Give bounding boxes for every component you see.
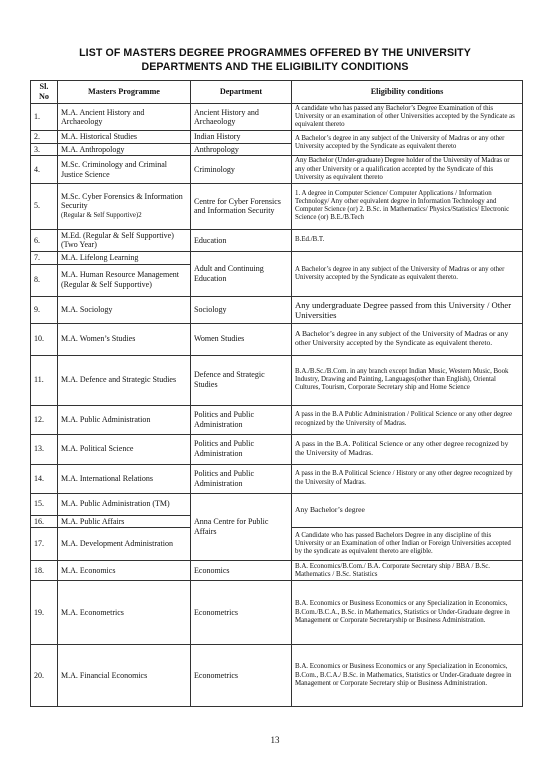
programme-mode-note: (Regular & Self Supportive)2 <box>61 212 142 220</box>
sl-cell: 6. <box>31 229 58 251</box>
programme-cell: M.A. Development Administration <box>58 528 191 561</box>
eligibility-cell: A Bachelor’s degree in any subject of the University of Madras or any other University accepted by the Syndicate as equivalent thereto. <box>292 323 523 355</box>
sl-cell: 1. <box>31 104 58 131</box>
table-row <box>31 156 523 183</box>
sl-cell: 8. <box>31 264 58 296</box>
department-cell: Criminology <box>191 156 292 183</box>
table-row <box>31 561 523 581</box>
department-cell: Sociology <box>191 296 292 323</box>
department-cell: Politics and Public Administration <box>191 434 292 464</box>
eligibility-cell: B.A. Economics/B.Com./ B.A. Corporate Secretary ship / BBA / B.Sc. Mathematics / B.Sc. Statistics <box>292 561 523 581</box>
eligibility-cell: A pass in the B.A. Political Science or any other degree recognized by the University of Madras. <box>292 434 523 464</box>
table-row <box>31 355 523 405</box>
table-row <box>31 645 523 707</box>
programme-cell: M.A. Human Resource Management (Regular & Self Supportive) <box>58 264 191 296</box>
eligibility-cell: B.Ed./B.T. <box>292 229 523 251</box>
table-row <box>31 323 523 355</box>
table-row <box>31 434 523 464</box>
eligibility-cell: A pass in the B.A Political Science / History or any other degree recognized by the University of Madras. <box>292 464 523 493</box>
programme-cell: M.A. Economics <box>58 561 191 581</box>
header-sl: Sl. No <box>31 81 58 104</box>
department-cell: Women Studies <box>191 323 292 355</box>
department-cell: Ancient History and Archaeology <box>191 104 292 131</box>
department-cell: Anna Centre for Public Affairs <box>191 493 292 561</box>
sl-cell: 3. <box>31 143 58 156</box>
programme-cell: M.A. Public Affairs <box>58 515 191 528</box>
sl-cell: 15. <box>31 493 58 515</box>
sl-cell: 14. <box>31 464 58 493</box>
sl-cell: 12. <box>31 405 58 434</box>
title-line-2: DEPARTMENTS AND THE ELIGIBILITY CONDITIONS <box>141 61 409 73</box>
programme-cell: M.A. Sociology <box>58 296 191 323</box>
department-cell: Adult and Continuing Education <box>191 251 292 296</box>
department-cell: Econometrics <box>191 581 292 645</box>
eligibility-cell: B.A./B.Sc./B.Com. in any branch except Indian Music, Western Music, Book Industry, Drawing and Painting, Languages(other than English), Oriental Cultures, Tourism, Corporate Secretary ship and Home Science <box>292 355 523 405</box>
eligibility-cell: A Candidate who has passed Bachelors Degree in any discipline of this University or an Examination of other Indian or Foreign Universities accepted by the syndicate as equivalent thereto are eligible. <box>292 528 523 561</box>
programme-cell: M.A. Public Administration (TM) <box>58 493 191 515</box>
table-header-row <box>31 81 523 104</box>
programme-cell: M.A. Women’s Studies <box>58 323 191 355</box>
programme-cell: M.A. Public Administration <box>58 405 191 434</box>
programme-cell <box>58 183 191 229</box>
eligibility-cell: Any Bachelor’s degree <box>292 493 523 528</box>
sl-cell: 11. <box>31 355 58 405</box>
sl-cell: 2. <box>31 131 58 144</box>
table-row <box>31 251 523 264</box>
programme-cell: M.A. Historical Studies <box>58 131 191 144</box>
programme-cell: M.A. Anthropology <box>58 143 191 156</box>
programme-cell: M.A. Political Science <box>58 434 191 464</box>
department-cell: Education <box>191 229 292 251</box>
sl-cell: 13. <box>31 434 58 464</box>
programme-cell: M.Ed. (Regular & Self Supportive) (Two Year) <box>58 229 191 251</box>
programme-cell: M.A. Ancient History and Archaeology <box>58 104 191 131</box>
programmes-table <box>30 80 523 707</box>
programme-name: M.Sc. Cyber Forensics & Information Security <box>61 191 183 211</box>
sl-cell: 17. <box>31 528 58 561</box>
eligibility-cell: Any Bachelor (Under-graduate) Degree holder of the University of Madras or any other University or a qualification accepted by the Syndicate of this University as equivalent thereto <box>292 156 523 183</box>
header-department: Department <box>191 81 292 104</box>
sl-cell: 10. <box>31 323 58 355</box>
department-cell: Indian History <box>191 131 292 144</box>
department-cell: Anthropology <box>191 143 292 156</box>
eligibility-cell: A pass in the B.A Public Administration / Political Science or any other degree recognized by the University of Madras. <box>292 405 523 434</box>
programme-cell: M.Sc. Criminology and Criminal Justice Science <box>58 156 191 183</box>
table-row <box>31 493 523 515</box>
department-cell: Politics and Public Administration <box>191 464 292 493</box>
header-programme: Masters Programme <box>58 81 191 104</box>
table-row <box>31 405 523 434</box>
table-row <box>31 581 523 645</box>
eligibility-cell: A Bachelor’s degree in any subject of the University of Madras or any other University accepted by the Syndicate as equivalent thereto <box>292 131 523 156</box>
sl-cell: 18. <box>31 561 58 581</box>
programme-cell: M.A. Econometrics <box>58 581 191 645</box>
page-title <box>0 46 550 74</box>
table-row <box>31 296 523 323</box>
sl-cell: 20. <box>31 645 58 707</box>
table-row <box>31 183 523 229</box>
sl-cell: 16. <box>31 515 58 528</box>
eligibility-cell: A candidate who has passed any Bachelor’s Degree Examination of this University or an examination of other Universities accepted by the Syndicate as equivalent thereto <box>292 104 523 131</box>
sl-cell: 19. <box>31 581 58 645</box>
department-cell: Centre for Cyber Forensics and Information Security <box>191 183 292 229</box>
sl-cell: 7. <box>31 251 58 264</box>
sl-cell: 5. <box>31 183 58 229</box>
header-eligibility: Eligibility conditions <box>292 81 523 104</box>
title-line-1: LIST OF MASTERS DEGREE PROGRAMMES OFFERED BY THE UNIVERSITY <box>79 47 471 59</box>
eligibility-cell: B.A. Economics or Business Economics or any Specialization in Economics, B.Com./B.C.A., B.Sc. in Mathematics, Statistics or Under-Graduate degree in Management or Corporate Secretaryship or Business Administration. <box>292 581 523 645</box>
programme-cell: M.A. Defence and Strategic Studies <box>58 355 191 405</box>
eligibility-cell: 1. A degree in Computer Science/ Computer Applications / Information Technology/ Any other equivalent degree in Information Technology and Computer Science (or) 2. B.Sc. in Mathematics/ Physics/Statistics/ Electronic Science (or) B.E./B.Tech <box>292 183 523 229</box>
eligibility-cell: Any undergraduate Degree passed from this University / Other Universities <box>292 296 523 323</box>
department-cell: Politics and Public Administration <box>191 405 292 434</box>
table-row <box>31 131 523 144</box>
sl-cell: 9. <box>31 296 58 323</box>
page-number: 13 <box>270 735 280 745</box>
department-cell: Economics <box>191 561 292 581</box>
programme-cell: M.A. Lifelong Learning <box>58 251 191 264</box>
table-row <box>31 229 523 251</box>
department-cell: Econometrics <box>191 645 292 707</box>
programme-cell: M.A. Financial Economics <box>58 645 191 707</box>
table-row <box>31 464 523 493</box>
eligibility-cell: B.A. Economics or Business Economics or any Specialization in Economics, B.Com., B.C.A./ B.Sc. in Mathematics, Statistics or Under-Graduate degree in Management or Corporate Secretary ship or Business Administration. <box>292 645 523 707</box>
table-row <box>31 104 523 131</box>
programme-cell: M.A. International Relations <box>58 464 191 493</box>
sl-cell: 4. <box>31 156 58 183</box>
department-cell: Defence and Strategic Studies <box>191 355 292 405</box>
eligibility-cell: A Bachelor’s degree in any subject of the University of Madras or any other University accepted by the Syndicate as equivalent thereto. <box>292 251 523 296</box>
